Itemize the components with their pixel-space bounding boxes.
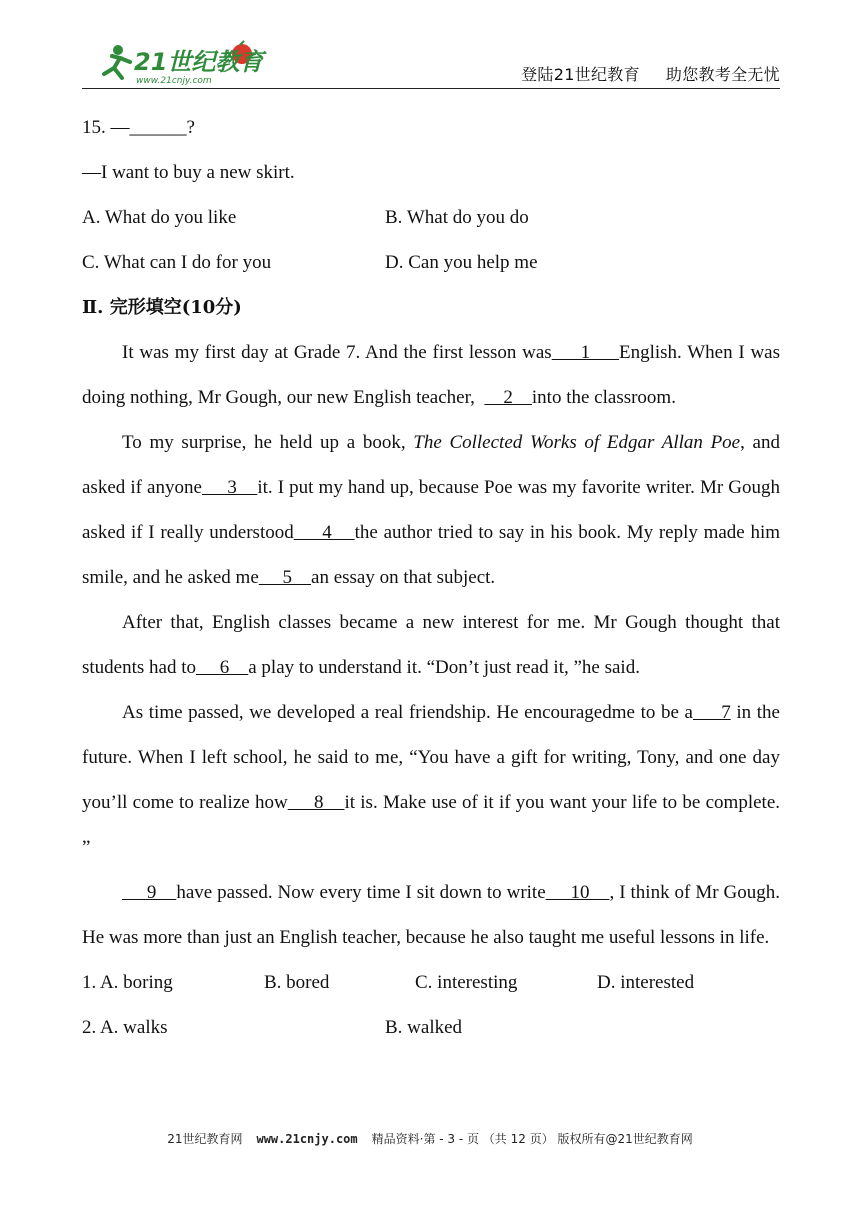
passage-paragraph-4: As time passed, we developed a real friendship. He encouragedme to be a 7 in the future. When I left school, he said to me, “You have a gift for writing, Tony, and one day you’ll come to realize how 8 it is. Make use of it if you want your life to be complete. ” bbox=[82, 702, 781, 858]
blank-8: 8 bbox=[287, 792, 345, 813]
blank-4: 4 bbox=[293, 522, 355, 543]
blank-6: 6 bbox=[196, 657, 249, 678]
21cnjy-logo bbox=[90, 40, 270, 86]
option-c: C. interesting bbox=[415, 972, 518, 993]
footer-website: www.21cnjy.com bbox=[256, 1132, 358, 1146]
header-slogan bbox=[495, 62, 780, 85]
passage-paragraph-5: 9 have passed. Now every time I sit down to write 10 , I think of Mr Gough. He was more than just an English teacher, because he also taught me useful lessons in life. bbox=[82, 882, 781, 948]
blank-5: 5 bbox=[258, 567, 312, 588]
option-a: 2. A. walks bbox=[82, 1017, 168, 1038]
question-15-options-cd bbox=[82, 240, 780, 285]
passage-paragraph-2: To my surprise, he held up a book, The Collected Works of Edgar Allan Poe, and asked if anyone 3 it. I put my hand up, because Poe was my favorite writer. Mr Gough asked if I really understood 4 the author tried to say in his book. My reply made him smile, and he asked me 5 an essay on that subject. bbox=[82, 432, 781, 588]
blank-3: 3 bbox=[201, 477, 258, 498]
blank-7: 7 bbox=[693, 702, 731, 723]
question-1-options bbox=[82, 960, 780, 1005]
option-b: B. walked bbox=[385, 1017, 463, 1038]
passage-paragraph-3: After that, English classes became a new interest for me. Mr Gough thought that students had to 6 a play to understand it. “Don’t just read it, ”he said. bbox=[82, 612, 780, 678]
book-title: The Collected Works of Edgar Allan Poe bbox=[413, 432, 741, 453]
header-slogan-help: 助您教考全无忧 bbox=[665, 65, 780, 84]
question-15-stem: 15. —______? bbox=[82, 117, 195, 138]
blank-10: 10 bbox=[545, 882, 610, 903]
footer-page-info: 精品资料·第 - 3 - 页 （共 12 页） 版权所有@21世纪教育网 bbox=[371, 1132, 693, 1146]
option-d: D. interested bbox=[597, 972, 695, 993]
blank-2: 2 bbox=[484, 387, 532, 408]
blank-1: 1 bbox=[551, 342, 619, 363]
question-15-options-ab bbox=[82, 195, 780, 240]
footer-site: 21世纪教育网 bbox=[167, 1132, 243, 1146]
page-footer bbox=[0, 1130, 860, 1147]
option-b: B. What do you do bbox=[385, 207, 529, 228]
section-heading: Ⅱ. 完形填空(10分) bbox=[82, 297, 242, 318]
option-d: D. Can you help me bbox=[385, 252, 538, 273]
option-c: C. What can I do for you bbox=[82, 252, 272, 273]
svg-text:21世纪教育: 21世纪教育 bbox=[134, 48, 264, 76]
header-slogan-login: 登陆21世纪教育 bbox=[521, 65, 640, 84]
question-15-answer: —I want to buy a new skirt. bbox=[82, 162, 295, 183]
page-header bbox=[82, 40, 780, 89]
blank-9: 9 bbox=[122, 882, 177, 903]
option-a: A. What do you like bbox=[82, 207, 237, 228]
svg-text:www.21cnjy.com: www.21cnjy.com bbox=[136, 76, 212, 86]
page-content bbox=[82, 105, 785, 1050]
option-b: B. bored bbox=[264, 972, 330, 993]
passage-paragraph-1: It was my first day at Grade 7. And the first lesson was 1 English. When I was doing nothing, Mr Gough, our new English teacher, 2 into the classroom. bbox=[82, 342, 785, 408]
question-2-options bbox=[82, 1005, 780, 1050]
option-a: 1. A. boring bbox=[82, 972, 173, 993]
